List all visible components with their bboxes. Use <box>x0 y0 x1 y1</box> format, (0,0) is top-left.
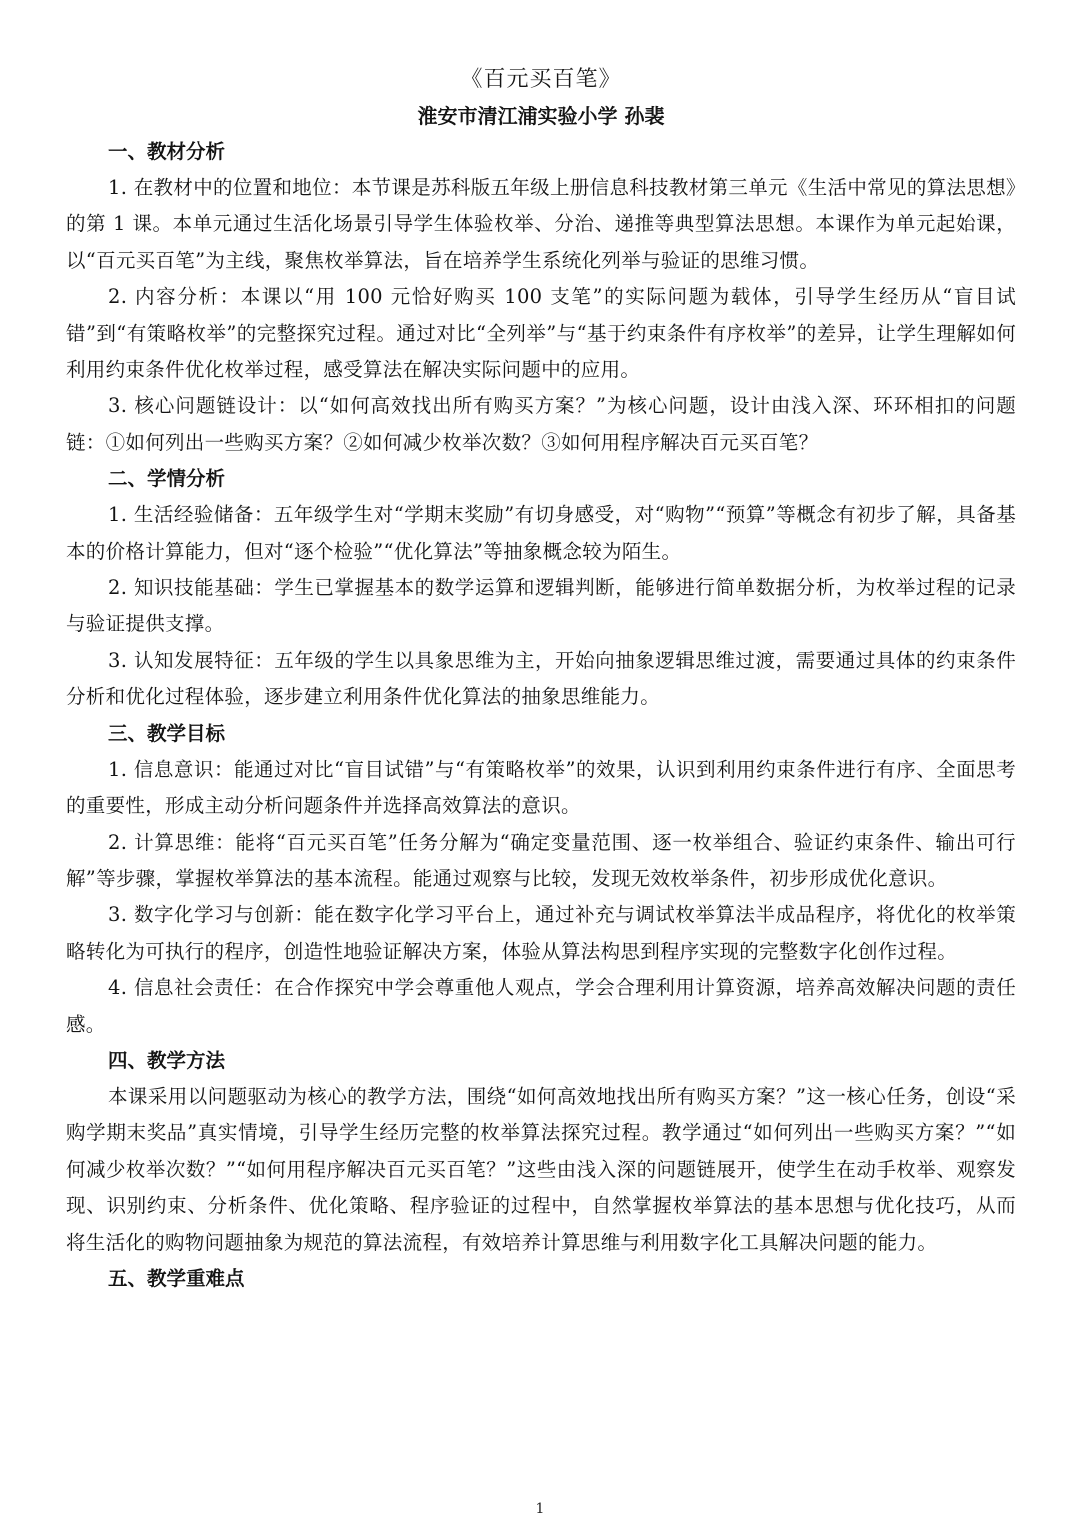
paragraph: 本课采用以问题驱动为核心的教学方法，围绕“如何高效地找出所有购买方案？”这一核心任务，创设“采购学期末奖品”真实情境，引导学生经历完整的枚举算法探究过程。教学通过“如何列出一些购买方案？”“如何减少枚举次数？”“如何用程序解决百元买百笔？”这些由浅入深的问题链展开，使学生在动手枚举、观察发现、识别约束、分析条件、优化策略、程序验证的过程中，自然掌握枚举算法的基本思想与优化技巧，从而将生活化的购物问题抽象为规范的算法流程，有效培养计算思维与利用数字化工具解决问题的能力。 <box>66 1084 1016 1254</box>
section-teaching-goals <box>66 716 1016 1043</box>
page-number: 1 <box>535 1501 545 1517</box>
section-textbook-analysis <box>66 134 1016 461</box>
section-heading: 一、教材分析 <box>108 140 226 163</box>
paragraph: 2. 知识技能基础：学生已掌握基本的数学运算和逻辑判断，能够进行简单数据分析，为枚举过程的记录与验证提供支撑。 <box>66 576 1016 636</box>
section-heading: 五、教学重难点 <box>108 1266 245 1290</box>
section-student-analysis <box>66 461 1016 715</box>
paragraph: 1. 信息意识：能通过对比“盲目试错”与“有策略枚举”的效果，认识到利用约束条件进行有序、全面思考的重要性，形成主动分析问题条件并选择高效算法的意识。 <box>66 757 1016 818</box>
paragraph: 3. 数字化学习与创新：能在数字化学习平台上，通过补充与调试枚举算法半成品程序，将优化的枚举策略转化为可执行的程序，创造性地验证解决方案，体验从算法构思到程序实现的完整数字化创作过程。 <box>66 903 1016 963</box>
paragraph: 1. 生活经验储备：五年级学生对“学期末奖励”有切身感受，对“购物”“预算”等概念有初步了解，具备基本的价格计算能力，但对“逐个检验”“优化算法”等抽象概念较为陌生。 <box>66 503 1016 563</box>
paragraph: 2. 计算思维：能将“百元买百笔”任务分解为“确定变量范围、逐一枚举组合、验证约束条件、输出可行解”等步骤，掌握枚举算法的基本流程。能通过观察与比较，发现无效枚举条件，初步形成优化意识。 <box>66 830 1016 890</box>
document-title: 《百元买百笔》 <box>460 67 622 92</box>
section-heading: 三、教学目标 <box>108 721 226 745</box>
section-heading: 四、教学方法 <box>108 1048 226 1072</box>
paragraph: 3. 认知发展特征：五年级的学生以具象思维为主，开始向抽象逻辑思维过渡，需要通过具体的约束条件分析和优化过程体验，逐步建立利用条件优化算法的抽象思维能力。 <box>66 648 1016 709</box>
document-page <box>66 62 1016 1297</box>
section-teaching-methods <box>66 1043 1016 1261</box>
paragraph: 2. 内容分析：本课以“用 100 元恰好购买 100 支笔”的实际问题为载体，引导学生经历从“盲目试错”到“有策略枚举”的完整探究过程。通过对比“全列举”与“基于约束条件有序枚举”的差异，让学生理解如何利用约束条件优化枚举过程，感受算法在解决实际问题中的应用。 <box>66 285 1016 382</box>
paragraph: 1. 在教材中的位置和地位：本节课是苏科版五年级上册信息科技教材第三单元《生活中常见的算法思想》的第 1 课。本单元通过生活化场景引导学生体验枚举、分治、递推等典型算法思想。本课作为单元起始课，以“百元买百笔”为主线，聚焦枚举算法，旨在培养学生系统化列举与验证的思维习惯。 <box>66 176 1016 272</box>
paragraph: 3. 核心问题链设计：以“如何高效找出所有购买方案？”为核心问题，设计由浅入深、环环相扣的问题链：①如何列出一些购买方案？②如何减少枚举次数？③如何用程序解决百元买百笔？ <box>66 394 1016 454</box>
section-heading: 二、学情分析 <box>108 467 226 491</box>
paragraph: 4. 信息社会责任：在合作探究中学会尊重他人观点，学会合理利用计算资源，培养高效解决问题的责任感。 <box>66 976 1016 1036</box>
section-key-points <box>66 1261 1016 1297</box>
document-author: 淮安市清江浦实验小学 孙裴 <box>417 104 665 128</box>
